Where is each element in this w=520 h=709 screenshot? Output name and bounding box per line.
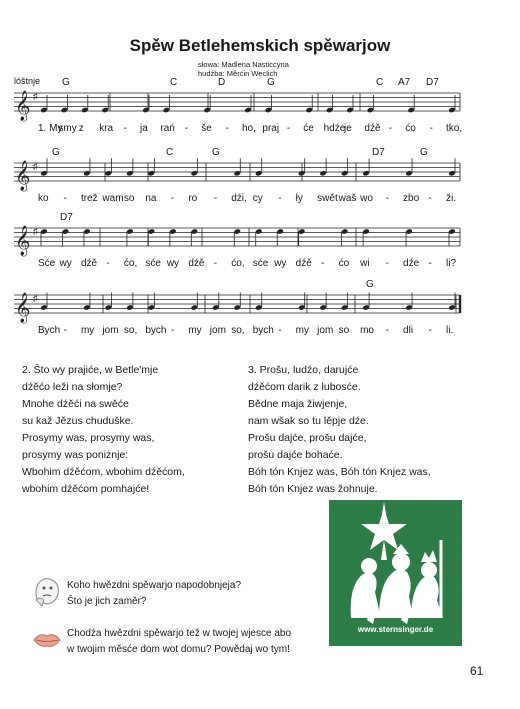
lyric-syllable: je [344,123,352,134]
lyric-syllable: ćo [338,258,350,269]
verse-line: Mnohe dźěći na swěće [22,398,129,410]
chord-symbol: C [170,77,178,88]
lyric-hyphen: - [63,325,67,336]
chord-symbol: G [62,77,70,88]
lyric-hyphen: - [385,258,389,269]
verse-line: prošu dajće bohaće. [248,449,343,461]
lyric-hyphen: - [385,193,389,204]
lyric-syllable: waš [338,193,357,204]
chord-symbol: C [166,147,174,158]
lyric-hyphen: - [123,123,127,134]
chord-symbol: G [52,147,60,158]
verse-2 [22,362,185,498]
chord-symbol: G [212,147,220,158]
lyric-hyphen: - [278,193,282,204]
lyric-syllable: ja [140,123,148,134]
treble-clef: 𝄞 [15,91,31,121]
lyric-syllable: dźe [403,258,420,269]
verse-line: dźěćom darik z lubosće. [248,381,361,393]
question-2-line-1: Chodźa hwězdni spěwarjo tež w twojej wjesce abo [67,628,292,639]
lyric-hyphen: - [429,123,433,134]
lyric-syllable: li. [446,325,454,336]
question-2 [67,626,291,658]
verse-line: 2. Što wy prajiće, w Betle'mje [22,364,159,376]
chord-symbol: G [267,77,275,88]
lyric-syllable: z [78,123,84,134]
lyric-syllable: rań [160,123,175,134]
lyric-hyphen: - [225,123,229,134]
lyric-syllable: ćo, [231,258,245,269]
lyric-syllable: sće [252,258,269,269]
chord-symbol: D7 [60,212,73,223]
verse-line: su kaž Jězus chuduške. [22,415,134,427]
lyric-syllable: 1. My [38,123,63,134]
lyric-hyphen: - [428,193,432,204]
treble-clef: 𝄞 [15,226,31,256]
verse-3 [248,362,431,498]
chord-symbol: A7 [398,77,411,88]
question-1-line-2: Što je jich zaměr? [67,596,147,607]
verse-line: prosymy was poniżnje: [22,449,129,461]
lyric-syllable: wam [102,193,124,204]
lyric-syllable: dźě [188,258,205,269]
lyric-hyphen: - [278,325,282,336]
chord-symbol: G [420,147,428,158]
lyric-hyphen: - [170,193,175,204]
key-signature-sharp: ♯ [33,161,38,171]
verse-line: nam wšak so tu lěpje dźe. [248,415,369,427]
verse-line: 3. Prošu, ludźo, darujće [248,364,359,376]
lyric-syllable: ži. [446,193,456,204]
lyric-syllable: ro [188,193,198,204]
verse-line: dźěćo leži na słomje? [22,381,123,393]
lyric-syllable: wy [59,258,72,269]
lyric-syllable: sće [145,258,161,269]
question-2-line-2: w twojim měsće dom wot domu? Powědaj wo tym! [67,644,290,655]
lyric-hyphen: - [388,123,393,134]
song-title: Spěw Betlehemskich spěwarjow [129,36,391,55]
lyric-syllable: wi [360,258,370,269]
music-credit: hudźba: Měrćin Weclich [198,69,278,78]
lyric-hyphen: - [63,193,67,204]
lyric-hyphen: - [170,325,175,336]
lyric-hyphen: - [286,123,291,134]
key-signature-sharp: ♯ [33,293,38,303]
treble-clef: 𝄞 [15,293,31,323]
key-signature-sharp: ♯ [33,226,38,236]
lyric-syllable: wo [360,193,373,204]
lyric-syllable: smy [58,123,77,134]
lyric-syllable: tko, [446,123,463,134]
lyric-syllable: dźě [364,123,381,134]
lyric-syllable: bych [252,325,274,336]
lyric-syllable: će [303,123,314,134]
lyric-syllable: na [145,193,157,204]
lyric-syllable: kra [99,123,114,134]
page-number: 61 [470,664,484,678]
lyric-syllable: so, [231,325,245,336]
verse-line: Wbohim dźěćom, wbohim dźěćom, [22,466,185,478]
lyric-syllable: li? [446,258,457,269]
lyric-syllable: dźě [295,258,312,269]
lyric-syllable: cy [252,193,263,204]
lyric-syllable: hdźe [323,123,346,134]
lyric-syllable: še [201,123,212,134]
lyric-hyphen: - [321,258,325,269]
lyric-syllable: ćo [405,123,416,134]
lyric-hyphen: - [385,325,389,336]
lyric-syllable: dźi, [231,193,247,204]
treble-clef: 𝄞 [15,161,31,191]
lyric-syllable: swět [317,193,338,204]
lyric-syllable: jom [209,325,226,336]
key-signature-sharp: ♯ [33,91,38,101]
lyric-hyphen: - [213,258,218,269]
question-1-line-1: Koho hwězdni spěwarjo napodobnjeja? [67,580,242,591]
lyric-syllable: ły [295,193,303,204]
lyric-syllable: bych [145,325,167,336]
lyric-syllable: so, [123,325,138,336]
lyric-syllable: jom [317,325,334,336]
chord-symbol: C [376,77,384,88]
lyric-syllable: dli [403,325,414,336]
lyric-syllable: wy [166,258,180,269]
thinking-face-icon [30,574,64,608]
tempo-marking: lóštnje [14,76,41,86]
lyric-hyphen: - [428,258,432,269]
lyric-syllable: mo [360,325,374,336]
lyric-hyphen: - [213,193,218,204]
verse-line: Bědne maja žiwjenje, [248,398,348,410]
logo-website: www.sternsinger.de [357,625,434,634]
lyric-syllable: Bych [38,325,61,336]
lyric-syllable: my [295,325,310,336]
chord-symbol: G [366,279,374,290]
lyric-syllable: so [123,193,135,204]
lyric-hyphen: - [184,123,189,134]
verse-line: Prošu dajće, prošu dajće, [248,432,367,444]
lyric-syllable: my [80,325,95,336]
lyric-hyphen: - [428,325,432,336]
chord-symbol: D [218,77,226,88]
lyrics-credit: słowa: Madlena Nasticcyna [198,60,289,69]
lyric-syllable: ćo, [123,258,138,269]
lyric-hyphen: - [106,258,110,269]
chord-symbol: D7 [372,147,385,158]
question-1 [67,578,241,610]
lyric-syllable: so [338,325,350,336]
lyric-syllable: dźě [80,258,98,269]
lyric-syllable: zbo [403,193,420,204]
lyric-syllable: ko [38,193,49,204]
verse-line: Bóh tón Knjez was, Bóh tón Knjez was, [248,466,431,478]
verse-line: Bóh tón Knjez was žohnuje. [248,483,378,495]
lyric-syllable: trež [80,193,98,204]
lyric-syllable: my [188,325,202,336]
verse-line: Prosymy was, prosymy was, [22,432,155,444]
chord-symbol: D7 [426,77,439,88]
lyric-syllable: Sće [38,258,56,269]
speaking-lips-icon [32,630,62,650]
lyric-syllable: ho, [242,123,256,134]
verse-line: wbohim dźěćom pomhajće! [22,483,150,495]
lyric-syllable: jom [102,325,119,336]
lyric-syllable: praj [262,123,280,134]
lyric-syllable: wy [274,258,287,269]
